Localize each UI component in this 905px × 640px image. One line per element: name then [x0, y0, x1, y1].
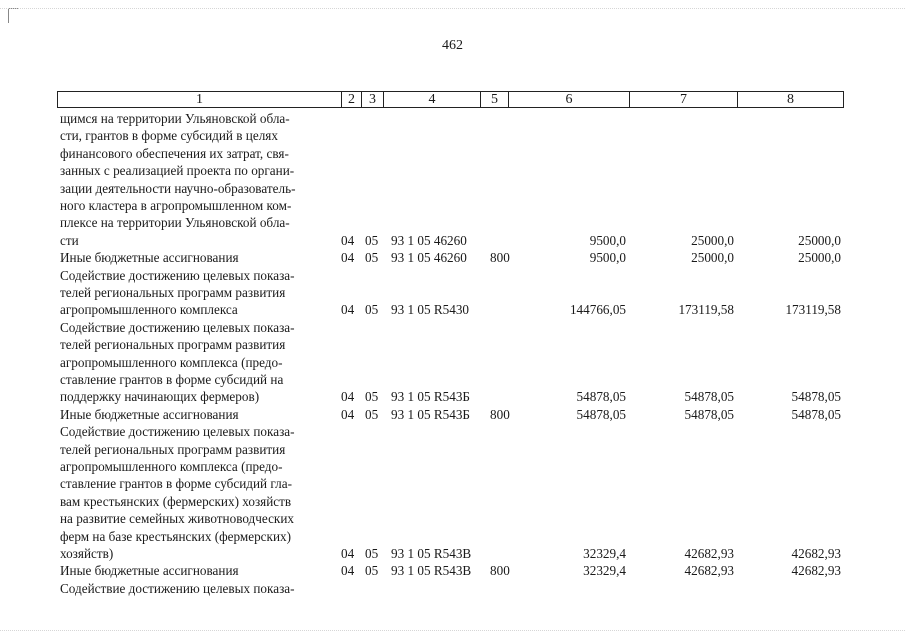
- description-line: поддержку начинающих фермеров): [60, 389, 260, 405]
- cell-amount-col8: 173119,58: [785, 302, 841, 318]
- cell-amount-col6: 32329,4: [583, 563, 626, 579]
- cell-amount-col7: 42682,93: [684, 563, 734, 579]
- description-line: Содействие достижению целевых показа-: [60, 580, 295, 596]
- cell-target-article: 93 1 05 R543В: [391, 545, 472, 561]
- cell-target-article: 93 1 05 46260: [391, 250, 467, 266]
- description-line: телей региональных программ развития: [60, 337, 286, 353]
- row-description: [60, 562, 334, 579]
- description-line: Содействие достижению целевых показа-: [60, 267, 295, 283]
- cell-amount-col8: 54878,05: [791, 389, 841, 405]
- cell-section: 04: [341, 389, 355, 405]
- cell-section: 04: [341, 563, 355, 579]
- description-line: занных с реализацией проекта по органи-: [60, 163, 295, 179]
- cell-subsection: 05: [365, 302, 379, 318]
- cell-section: 04: [341, 232, 355, 248]
- description-line: Иные бюджетные ассигнования: [60, 250, 239, 266]
- description-line: плексе на территории Ульяновской обла-: [60, 215, 290, 231]
- cell-amount-col7: 42682,93: [684, 545, 734, 561]
- header-col-3: 3: [362, 92, 384, 107]
- description-line: финансового обеспечения их затрат, свя-: [60, 145, 289, 161]
- description-line: Содействие достижению целевых показа-: [60, 424, 295, 440]
- description-line: сти: [60, 232, 79, 248]
- description-line: агропромышленного комплекса (предо-: [60, 458, 283, 474]
- description-line: агропромышленного комплекса (предо-: [60, 354, 283, 370]
- cell-amount-col8: 25000,0: [798, 232, 841, 248]
- cell-subsection: 05: [365, 250, 379, 266]
- description-line: ного кластера в агропромышленном ком-: [60, 197, 292, 213]
- cell-amount-col6: 54878,05: [576, 406, 626, 422]
- cell-subsection: 05: [365, 545, 379, 561]
- description-line: агропромышленного комплекса: [60, 302, 238, 318]
- cell-amount-col8: 42682,93: [791, 563, 841, 579]
- cell-section: 04: [341, 250, 355, 266]
- description-line: ставление грантов в форме субсидий гла-: [60, 476, 292, 492]
- description-line: щимся на территории Ульяновской обла-: [60, 111, 290, 126]
- cell-expense-type: 800: [490, 250, 510, 266]
- row-description: [60, 580, 334, 597]
- cell-subsection: 05: [365, 406, 379, 422]
- cell-amount-col7: 25000,0: [691, 232, 734, 248]
- description-line: Содействие достижению целевых показа-: [60, 319, 295, 335]
- cell-target-article: 93 1 05 46260: [391, 232, 467, 248]
- cell-amount-col6: 9500,0: [589, 250, 626, 266]
- description-line: сти, грантов в форме субсидий в целях: [60, 128, 278, 144]
- description-line: вам крестьянских (фермерских) хозяйств: [60, 493, 292, 509]
- cell-subsection: 05: [365, 232, 379, 248]
- description-line: зации деятельности научно-образователь-: [60, 180, 296, 196]
- cell-amount-col6: 144766,05: [569, 302, 626, 318]
- header-col-2: 2: [342, 92, 362, 107]
- header-col-4: 4: [384, 92, 481, 107]
- cell-target-article: 93 1 05 R543В: [391, 563, 472, 579]
- header-col-6: 6: [509, 92, 630, 107]
- cell-section: 04: [341, 302, 355, 318]
- cell-amount-col8: 42682,93: [791, 545, 841, 561]
- cell-amount-col7: 54878,05: [684, 406, 734, 422]
- cell-section: 04: [341, 406, 355, 422]
- header-col-1: 1: [58, 92, 342, 107]
- cell-target-article: 93 1 05 R5430: [391, 302, 470, 318]
- description-line: на развитие семейных животноводческих: [60, 511, 294, 527]
- cell-amount-col6: 54878,05: [576, 389, 626, 405]
- row-description: [60, 267, 334, 319]
- cell-amount-col6: 32329,4: [583, 545, 626, 561]
- row-description: [60, 110, 334, 249]
- row-description: [60, 319, 334, 406]
- cell-amount-col6: 9500,0: [589, 232, 626, 248]
- row-description: [60, 423, 334, 562]
- cell-expense-type: 800: [490, 406, 510, 422]
- cell-amount-col8: 25000,0: [798, 250, 841, 266]
- description-line: телей региональных программ развития: [60, 284, 286, 300]
- description-line: Иные бюджетные ассигнования: [60, 406, 239, 422]
- header-col-7: 7: [630, 92, 738, 107]
- cell-amount-col8: 54878,05: [791, 406, 841, 422]
- cell-target-article: 93 1 05 R543Б: [391, 389, 471, 405]
- description-line: ставление грантов в форме субсидий на: [60, 371, 284, 387]
- cell-target-article: 93 1 05 R543Б: [391, 406, 471, 422]
- cell-expense-type: 800: [490, 563, 510, 579]
- cell-amount-col7: 54878,05: [684, 389, 734, 405]
- description-line: Иные бюджетные ассигнования: [60, 563, 239, 579]
- cell-subsection: 05: [365, 563, 379, 579]
- header-col-8: 8: [787, 92, 794, 107]
- cell-amount-col7: 25000,0: [691, 250, 734, 266]
- description-line: ферм на базе крестьянских (фермерских): [60, 528, 291, 544]
- cell-amount-col7: 173119,58: [678, 302, 734, 318]
- header-col-5: 5: [481, 92, 509, 107]
- description-line: хозяйств): [60, 545, 114, 561]
- page-number: 462: [442, 38, 463, 53]
- row-description: [60, 249, 334, 266]
- row-description: [60, 406, 334, 423]
- cell-subsection: 05: [365, 389, 379, 405]
- description-line: телей региональных программ развития: [60, 441, 286, 457]
- cell-section: 04: [341, 545, 355, 561]
